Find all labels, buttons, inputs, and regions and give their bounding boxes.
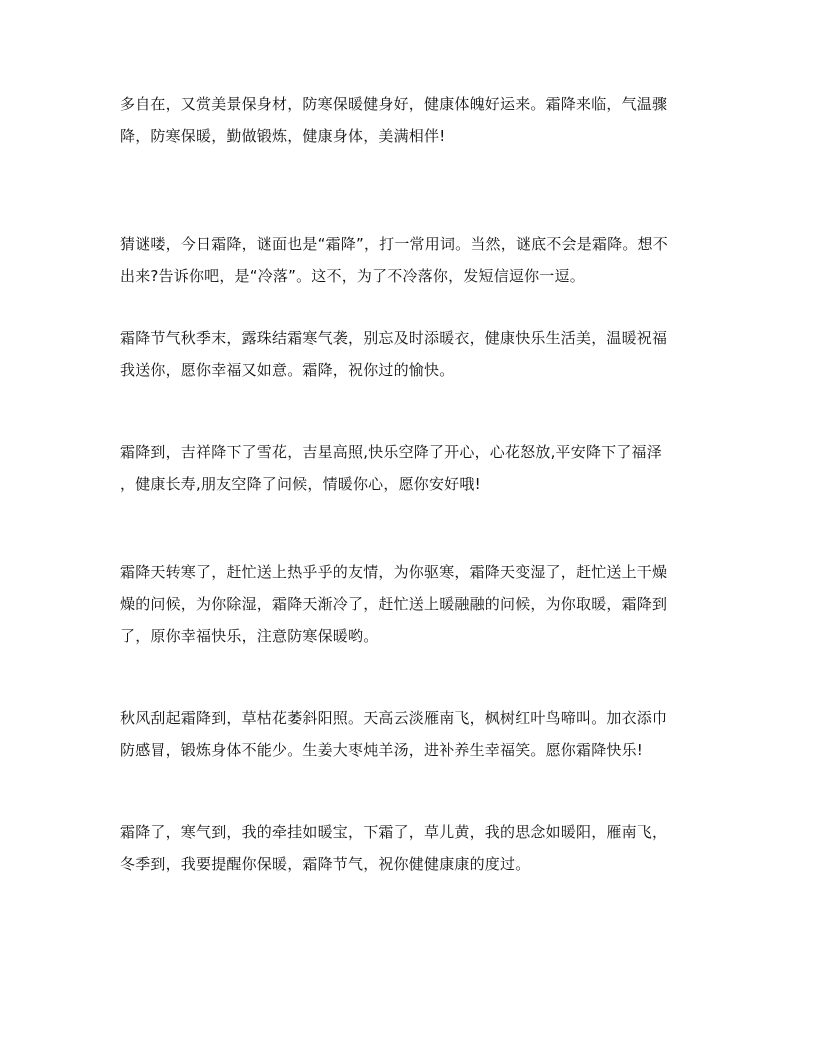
paragraph-line: 出来?告诉你吧，是“冷落”。这不，为了不冷落你，发短信逗你一逗。 xyxy=(120,267,585,285)
paragraph-4 xyxy=(120,436,710,500)
paragraph-1 xyxy=(120,88,710,152)
paragraph-line: 霜降了，寒气到，我的牵挂如暖宝，下霜了，草儿黄，我的思念如暖阳，雁南飞， xyxy=(120,823,668,841)
paragraph-2 xyxy=(120,228,710,292)
paragraph-line: 防感冒，锻炼身体不能少。生姜大枣炖羊汤，进补养生幸福笑。愿你霜降快乐! xyxy=(120,741,644,759)
paragraph-line: 冬季到，我要提醒你保暖，霜降节气，祝你健健康康的度过。 xyxy=(120,855,531,873)
paragraph-line: 多自在，又赏美景保身材，防寒保暖健身好，健康体魄好运来。霜降来临，气温骤 xyxy=(120,95,668,113)
paragraph-line: 猜谜喽，今日霜降，谜面也是“霜降”，打一常用词。当然，谜底不会是霜降。想不 xyxy=(120,235,668,253)
paragraph-line: 了，原你幸福快乐，注意防寒保暖哟。 xyxy=(120,627,379,645)
paragraph-line: 降，防寒保暖，勤做锻炼，健康身体，美满相伴! xyxy=(120,127,446,145)
paragraph-7 xyxy=(120,816,710,880)
paragraph-5 xyxy=(120,556,710,652)
paragraph-line: 秋风刮起霜降到，草枯花萎斜阳照。天高云淡雁南飞，枫树红叶鸟啼叫。加衣添巾 xyxy=(120,709,668,727)
paragraph-line: 霜降到，吉祥降下了雪花，吉星高照,快乐空降了开心，心花怒放,平安降下了福泽 xyxy=(120,443,662,461)
paragraph-line: 燥的问候，为你除湿，霜降天渐冷了，赶忙送上暖融融的问候，为你取暖，霜降到 xyxy=(120,595,668,613)
paragraph-3 xyxy=(120,322,710,386)
paragraph-line: 我送你，愿你幸福又如意。霜降，祝你过的愉快。 xyxy=(120,361,455,379)
paragraph-line: 霜降天转寒了，赶忙送上热乎乎的友情，为你驱寒，霜降天变湿了，赶忙送上干燥 xyxy=(120,563,668,581)
paragraph-6 xyxy=(120,702,710,766)
paragraph-line: 霜降节气秋季末，露珠结霜寒气袭，别忘及时添暖衣，健康快乐生活美，温暖祝福 xyxy=(120,329,668,347)
paragraph-line: ，健康长寿,朋友空降了问候，情暖你心，愿你安好哦! xyxy=(120,475,481,493)
